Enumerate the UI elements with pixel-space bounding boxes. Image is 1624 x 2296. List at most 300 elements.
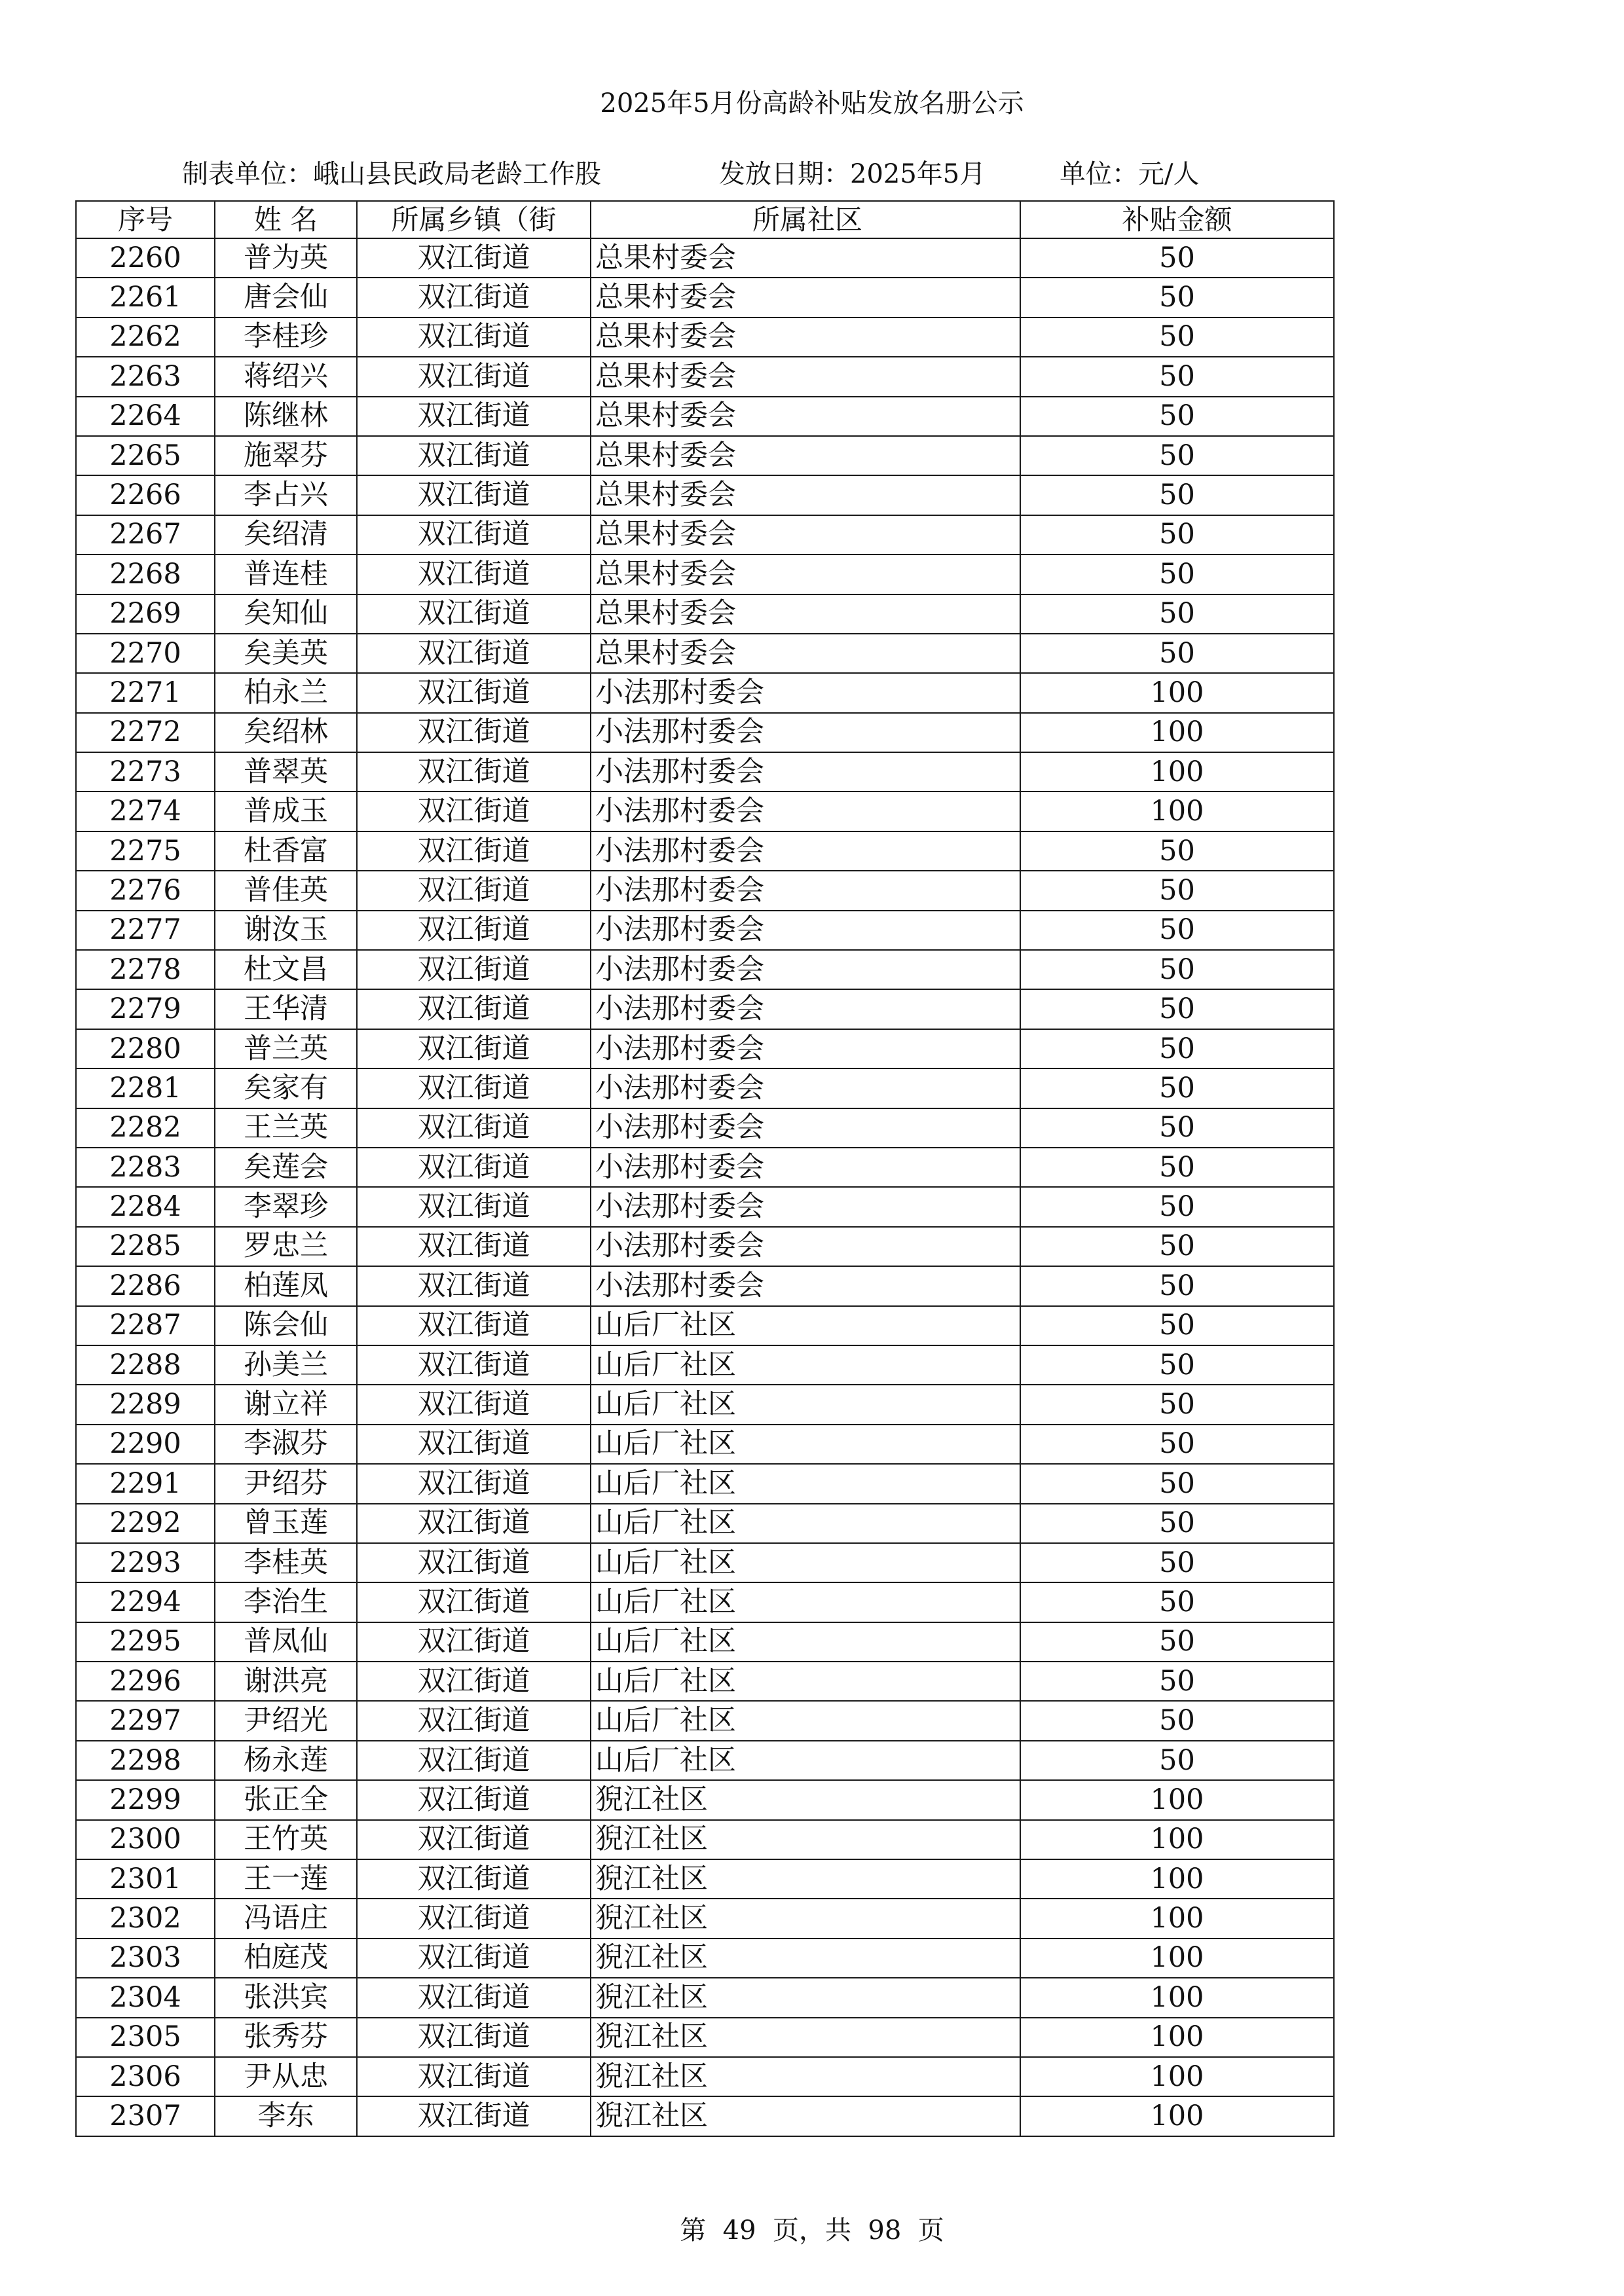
table-row <box>76 2057 1334 2096</box>
amount-cell: 100 <box>1020 673 1334 712</box>
table-row <box>76 1464 1334 1503</box>
name-cell: 普连桂 <box>215 555 357 594</box>
name-cell: 李桂英 <box>215 1543 357 1582</box>
serial-number-cell: 2293 <box>76 1543 215 1582</box>
name-cell: 李桂珍 <box>215 318 357 357</box>
name-cell: 尹绍光 <box>215 1701 357 1740</box>
community-cell: 山后厂社区 <box>591 1622 1020 1662</box>
table-row <box>76 831 1334 871</box>
serial-number-cell: 2271 <box>76 673 215 712</box>
amount-cell: 50 <box>1020 1425 1334 1464</box>
amount-cell: 50 <box>1020 436 1334 475</box>
name-cell: 陈继林 <box>215 397 357 436</box>
header-name: 姓 名 <box>215 201 357 238</box>
name-cell: 张秀芬 <box>215 2018 357 2057</box>
amount-cell: 50 <box>1020 1701 1334 1740</box>
table-row <box>76 1543 1334 1582</box>
serial-number-cell: 2260 <box>76 238 215 278</box>
township-cell: 双江街道 <box>357 2096 591 2136</box>
township-cell: 双江街道 <box>357 1859 591 1899</box>
township-cell: 双江街道 <box>357 1029 591 1068</box>
serial-number-cell: 2300 <box>76 1820 215 1859</box>
community-cell: 小法那村委会 <box>591 1227 1020 1266</box>
amount-cell: 50 <box>1020 989 1334 1029</box>
community-cell: 山后厂社区 <box>591 1701 1020 1740</box>
serial-number-cell: 2261 <box>76 278 215 317</box>
amount-cell: 100 <box>1020 2018 1334 2057</box>
township-cell: 双江街道 <box>357 1108 591 1148</box>
amount-cell: 50 <box>1020 1662 1334 1701</box>
amount-cell: 100 <box>1020 1780 1334 1819</box>
serial-number-cell: 2288 <box>76 1345 215 1385</box>
serial-number-cell: 2291 <box>76 1464 215 1503</box>
township-cell: 双江街道 <box>357 1266 591 1305</box>
amount-cell: 100 <box>1020 1820 1334 1859</box>
name-cell: 矣莲会 <box>215 1148 357 1187</box>
name-cell: 普翠英 <box>215 752 357 792</box>
community-cell: 总果村委会 <box>591 436 1020 475</box>
serial-number-cell: 2283 <box>76 1148 215 1187</box>
table-row <box>76 555 1334 594</box>
community-cell: 小法那村委会 <box>591 950 1020 989</box>
community-cell: 总果村委会 <box>591 475 1020 515</box>
community-cell: 猊江社区 <box>591 1859 1020 1899</box>
name-cell: 普为英 <box>215 238 357 278</box>
amount-cell: 50 <box>1020 1029 1334 1068</box>
community-cell: 总果村委会 <box>591 318 1020 357</box>
serial-number-cell: 2280 <box>76 1029 215 1068</box>
community-cell: 小法那村委会 <box>591 831 1020 871</box>
township-cell: 双江街道 <box>357 475 591 515</box>
serial-number-cell: 2277 <box>76 911 215 950</box>
township-cell: 双江街道 <box>357 318 591 357</box>
community-cell: 总果村委会 <box>591 238 1020 278</box>
serial-number-cell: 2303 <box>76 1939 215 1978</box>
serial-number-cell: 2272 <box>76 713 215 752</box>
amount-cell: 100 <box>1020 1939 1334 1978</box>
table-row <box>76 871 1334 910</box>
community-cell: 总果村委会 <box>591 594 1020 634</box>
serial-number-cell: 2282 <box>76 1108 215 1148</box>
name-cell: 普凤仙 <box>215 1622 357 1662</box>
serial-number-cell: 2275 <box>76 831 215 871</box>
table-row <box>76 950 1334 989</box>
table-row <box>76 515 1334 555</box>
serial-number-cell: 2262 <box>76 318 215 357</box>
township-cell: 双江街道 <box>357 1068 591 1108</box>
community-cell: 山后厂社区 <box>591 1543 1020 1582</box>
serial-number-cell: 2298 <box>76 1741 215 1780</box>
name-cell: 李东 <box>215 2096 357 2136</box>
serial-number-cell: 2278 <box>76 950 215 989</box>
township-cell: 双江街道 <box>357 673 591 712</box>
table-row <box>76 1029 1334 1068</box>
township-cell: 双江街道 <box>357 594 591 634</box>
table-row <box>76 989 1334 1029</box>
table-row <box>76 357 1334 396</box>
community-cell: 小法那村委会 <box>591 989 1020 1029</box>
community-cell: 小法那村委会 <box>591 1266 1020 1305</box>
table-row <box>76 1227 1334 1266</box>
name-cell: 普佳英 <box>215 871 357 910</box>
serial-number-cell: 2299 <box>76 1780 215 1819</box>
table-row <box>76 792 1334 831</box>
serial-number-cell: 2302 <box>76 1899 215 1938</box>
community-cell: 小法那村委会 <box>591 713 1020 752</box>
table-row <box>76 1266 1334 1305</box>
community-cell: 山后厂社区 <box>591 1464 1020 1503</box>
amount-cell: 100 <box>1020 2057 1334 2096</box>
community-cell: 小法那村委会 <box>591 871 1020 910</box>
township-cell: 双江街道 <box>357 1504 591 1543</box>
serial-number-cell: 2279 <box>76 989 215 1029</box>
table-row <box>76 2096 1334 2136</box>
community-cell: 猊江社区 <box>591 2096 1020 2136</box>
amount-cell: 100 <box>1020 1978 1334 2017</box>
serial-number-cell: 2296 <box>76 1662 215 1701</box>
township-cell: 双江街道 <box>357 1425 591 1464</box>
table-row <box>76 673 1334 712</box>
township-cell: 双江街道 <box>357 1148 591 1187</box>
amount-cell: 50 <box>1020 1187 1334 1226</box>
amount-cell: 50 <box>1020 555 1334 594</box>
amount-cell: 100 <box>1020 752 1334 792</box>
community-cell: 小法那村委会 <box>591 1187 1020 1226</box>
table-row <box>76 1820 1334 1859</box>
serial-number-cell: 2306 <box>76 2057 215 2096</box>
amount-cell: 50 <box>1020 357 1334 396</box>
community-cell: 猊江社区 <box>591 1899 1020 1938</box>
name-cell: 王一莲 <box>215 1859 357 1899</box>
issue-date: 发放日期：2025年5月 <box>719 159 986 189</box>
header-township: 所属乡镇（街 <box>357 201 591 238</box>
serial-number-cell: 2307 <box>76 2096 215 2136</box>
serial-number-cell: 2290 <box>76 1425 215 1464</box>
community-cell: 总果村委会 <box>591 357 1020 396</box>
community-cell: 小法那村委会 <box>591 1108 1020 1148</box>
name-cell: 蒋绍兴 <box>215 357 357 396</box>
township-cell: 双江街道 <box>357 1187 591 1226</box>
table-row <box>76 1425 1334 1464</box>
serial-number-cell: 2301 <box>76 1859 215 1899</box>
community-cell: 小法那村委会 <box>591 1068 1020 1108</box>
community-cell: 总果村委会 <box>591 515 1020 555</box>
township-cell: 双江街道 <box>357 436 591 475</box>
township-cell: 双江街道 <box>357 792 591 831</box>
community-cell: 总果村委会 <box>591 555 1020 594</box>
township-cell: 双江街道 <box>357 357 591 396</box>
name-cell: 谢汝玉 <box>215 911 357 950</box>
community-cell: 山后厂社区 <box>591 1741 1020 1780</box>
community-cell: 山后厂社区 <box>591 1582 1020 1622</box>
township-cell: 双江街道 <box>357 1622 591 1662</box>
table-row <box>76 911 1334 950</box>
amount-cell: 50 <box>1020 1385 1334 1424</box>
serial-number-cell: 2294 <box>76 1582 215 1622</box>
community-cell: 总果村委会 <box>591 397 1020 436</box>
community-cell: 猊江社区 <box>591 1820 1020 1859</box>
table-row <box>76 1385 1334 1424</box>
township-cell: 双江街道 <box>357 713 591 752</box>
amount-cell: 50 <box>1020 1108 1334 1148</box>
table-row <box>76 1780 1334 1819</box>
name-cell: 王华清 <box>215 989 357 1029</box>
township-cell: 双江街道 <box>357 871 591 910</box>
amount-cell: 100 <box>1020 713 1334 752</box>
serial-number-cell: 2289 <box>76 1385 215 1424</box>
community-cell: 小法那村委会 <box>591 673 1020 712</box>
table-row <box>76 1978 1334 2017</box>
table-row <box>76 278 1334 317</box>
name-cell: 柏永兰 <box>215 673 357 712</box>
currency-unit: 单位：元/人 <box>1060 159 1200 189</box>
header-serial-number: 序号 <box>76 201 215 238</box>
serial-number-cell: 2304 <box>76 1978 215 2017</box>
table-row <box>76 1622 1334 1662</box>
community-cell: 猊江社区 <box>591 2057 1020 2096</box>
township-cell: 双江街道 <box>357 515 591 555</box>
table-row <box>76 1148 1334 1187</box>
amount-cell: 100 <box>1020 2096 1334 2136</box>
table-row <box>76 238 1334 278</box>
serial-number-cell: 2286 <box>76 1266 215 1305</box>
amount-cell: 50 <box>1020 634 1334 673</box>
table-row <box>76 1108 1334 1148</box>
name-cell: 王兰英 <box>215 1108 357 1148</box>
township-cell: 双江街道 <box>357 1741 591 1780</box>
township-cell: 双江街道 <box>357 1306 591 1345</box>
township-cell: 双江街道 <box>357 555 591 594</box>
name-cell: 尹绍芬 <box>215 1464 357 1503</box>
community-cell: 山后厂社区 <box>591 1504 1020 1543</box>
township-cell: 双江街道 <box>357 2018 591 2057</box>
name-cell: 张正全 <box>215 1780 357 1819</box>
township-cell: 双江街道 <box>357 1899 591 1938</box>
township-cell: 双江街道 <box>357 1780 591 1819</box>
table-row <box>76 1582 1334 1622</box>
township-cell: 双江街道 <box>357 1820 591 1859</box>
serial-number-cell: 2297 <box>76 1701 215 1740</box>
amount-cell: 50 <box>1020 950 1334 989</box>
community-cell: 猊江社区 <box>591 2018 1020 2057</box>
community-cell: 山后厂社区 <box>591 1662 1020 1701</box>
name-cell: 李治生 <box>215 1582 357 1622</box>
name-cell: 孙美兰 <box>215 1345 357 1385</box>
table-row <box>76 1504 1334 1543</box>
township-cell: 双江街道 <box>357 1939 591 1978</box>
name-cell: 柏莲凤 <box>215 1266 357 1305</box>
community-cell: 总果村委会 <box>591 278 1020 317</box>
serial-number-cell: 2268 <box>76 555 215 594</box>
table-row <box>76 1859 1334 1899</box>
community-cell: 小法那村委会 <box>591 1148 1020 1187</box>
amount-cell: 50 <box>1020 1741 1334 1780</box>
name-cell: 施翠芬 <box>215 436 357 475</box>
township-cell: 双江街道 <box>357 831 591 871</box>
table-row <box>76 318 1334 357</box>
table-row <box>76 1345 1334 1385</box>
header-community: 所属社区 <box>591 201 1020 238</box>
community-cell: 猊江社区 <box>591 1939 1020 1978</box>
name-cell: 李翠珍 <box>215 1187 357 1226</box>
table-row <box>76 1662 1334 1701</box>
township-cell: 双江街道 <box>357 989 591 1029</box>
amount-cell: 50 <box>1020 1345 1334 1385</box>
table-header-row <box>76 201 1334 238</box>
township-cell: 双江街道 <box>357 1701 591 1740</box>
serial-number-cell: 2287 <box>76 1306 215 1345</box>
township-cell: 双江街道 <box>357 911 591 950</box>
table-row <box>76 752 1334 792</box>
name-cell: 柏庭茂 <box>215 1939 357 1978</box>
table-body <box>76 238 1334 2136</box>
table-row <box>76 475 1334 515</box>
table-row <box>76 1899 1334 1938</box>
table-row <box>76 1939 1334 1978</box>
amount-cell: 100 <box>1020 1859 1334 1899</box>
name-cell: 尹从忠 <box>215 2057 357 2096</box>
amount-cell: 50 <box>1020 475 1334 515</box>
name-cell: 普兰英 <box>215 1029 357 1068</box>
document-title: 2025年5月份高龄补贴发放名册公示 <box>600 88 1024 118</box>
community-cell: 总果村委会 <box>591 634 1020 673</box>
township-cell: 双江街道 <box>357 1227 591 1266</box>
township-cell: 双江街道 <box>357 1464 591 1503</box>
table-row <box>76 397 1334 436</box>
table-row <box>76 634 1334 673</box>
name-cell: 矣美英 <box>215 634 357 673</box>
amount-cell: 50 <box>1020 318 1334 357</box>
table-row <box>76 594 1334 634</box>
serial-number-cell: 2270 <box>76 634 215 673</box>
table-row <box>76 436 1334 475</box>
township-cell: 双江街道 <box>357 278 591 317</box>
township-cell: 双江街道 <box>357 1582 591 1622</box>
name-cell: 矣家有 <box>215 1068 357 1108</box>
community-cell: 山后厂社区 <box>591 1385 1020 1424</box>
community-cell: 小法那村委会 <box>591 752 1020 792</box>
serial-number-cell: 2284 <box>76 1187 215 1226</box>
issuing-unit: 制表单位：峨山县民政局老龄工作股 <box>182 159 601 189</box>
serial-number-cell: 2274 <box>76 792 215 831</box>
name-cell: 杨永莲 <box>215 1741 357 1780</box>
serial-number-cell: 2266 <box>76 475 215 515</box>
serial-number-cell: 2265 <box>76 436 215 475</box>
serial-number-cell: 2292 <box>76 1504 215 1543</box>
name-cell: 矣绍清 <box>215 515 357 555</box>
community-cell: 小法那村委会 <box>591 1029 1020 1068</box>
table-row <box>76 713 1334 752</box>
community-cell: 山后厂社区 <box>591 1306 1020 1345</box>
table-row <box>76 1306 1334 1345</box>
amount-cell: 50 <box>1020 1227 1334 1266</box>
name-cell: 李占兴 <box>215 475 357 515</box>
serial-number-cell: 2273 <box>76 752 215 792</box>
name-cell: 陈会仙 <box>215 1306 357 1345</box>
serial-number-cell: 2285 <box>76 1227 215 1266</box>
community-cell: 山后厂社区 <box>591 1425 1020 1464</box>
name-cell: 普成玉 <box>215 792 357 831</box>
serial-number-cell: 2305 <box>76 2018 215 2057</box>
amount-cell: 50 <box>1020 871 1334 910</box>
amount-cell: 50 <box>1020 278 1334 317</box>
community-cell: 小法那村委会 <box>591 911 1020 950</box>
community-cell: 小法那村委会 <box>591 792 1020 831</box>
name-cell: 矣知仙 <box>215 594 357 634</box>
amount-cell: 50 <box>1020 594 1334 634</box>
serial-number-cell: 2264 <box>76 397 215 436</box>
amount-cell: 50 <box>1020 1504 1334 1543</box>
amount-cell: 50 <box>1020 1148 1334 1187</box>
serial-number-cell: 2269 <box>76 594 215 634</box>
amount-cell: 100 <box>1020 1899 1334 1938</box>
township-cell: 双江街道 <box>357 634 591 673</box>
page-footer: 第 49 页，共 98 页 <box>680 2215 944 2246</box>
name-cell: 冯语庄 <box>215 1899 357 1938</box>
amount-cell: 50 <box>1020 238 1334 278</box>
serial-number-cell: 2276 <box>76 871 215 910</box>
township-cell: 双江街道 <box>357 397 591 436</box>
amount-cell: 50 <box>1020 1068 1334 1108</box>
amount-cell: 50 <box>1020 1266 1334 1305</box>
township-cell: 双江街道 <box>357 1543 591 1582</box>
table-row <box>76 1187 1334 1226</box>
community-cell: 猊江社区 <box>591 1978 1020 2017</box>
name-cell: 张洪宾 <box>215 1978 357 2017</box>
amount-cell: 50 <box>1020 911 1334 950</box>
amount-cell: 50 <box>1020 515 1334 555</box>
name-cell: 王竹英 <box>215 1820 357 1859</box>
community-cell: 猊江社区 <box>591 1780 1020 1819</box>
amount-cell: 50 <box>1020 1306 1334 1345</box>
township-cell: 双江街道 <box>357 950 591 989</box>
township-cell: 双江街道 <box>357 1345 591 1385</box>
name-cell: 唐会仙 <box>215 278 357 317</box>
name-cell: 杜香富 <box>215 831 357 871</box>
name-cell: 罗忠兰 <box>215 1227 357 1266</box>
name-cell: 谢洪亮 <box>215 1662 357 1701</box>
amount-cell: 50 <box>1020 831 1334 871</box>
amount-cell: 50 <box>1020 1543 1334 1582</box>
amount-cell: 50 <box>1020 1582 1334 1622</box>
subsidy-roster-table <box>75 200 1335 2137</box>
table-row <box>76 1701 1334 1740</box>
township-cell: 双江街道 <box>357 1978 591 2017</box>
name-cell: 李淑芬 <box>215 1425 357 1464</box>
serial-number-cell: 2295 <box>76 1622 215 1662</box>
township-cell: 双江街道 <box>357 1662 591 1701</box>
community-cell: 山后厂社区 <box>591 1345 1020 1385</box>
amount-cell: 50 <box>1020 1622 1334 1662</box>
township-cell: 双江街道 <box>357 752 591 792</box>
serial-number-cell: 2263 <box>76 357 215 396</box>
table-row <box>76 1741 1334 1780</box>
township-cell: 双江街道 <box>357 238 591 278</box>
township-cell: 双江街道 <box>357 1385 591 1424</box>
name-cell: 矣绍林 <box>215 713 357 752</box>
serial-number-cell: 2281 <box>76 1068 215 1108</box>
amount-cell: 50 <box>1020 397 1334 436</box>
table-row <box>76 2018 1334 2057</box>
header-amount: 补贴金额 <box>1020 201 1334 238</box>
name-cell: 曾玉莲 <box>215 1504 357 1543</box>
amount-cell: 50 <box>1020 1464 1334 1503</box>
table-row <box>76 1068 1334 1108</box>
amount-cell: 100 <box>1020 792 1334 831</box>
name-cell: 谢立祥 <box>215 1385 357 1424</box>
name-cell: 杜文昌 <box>215 950 357 989</box>
serial-number-cell: 2267 <box>76 515 215 555</box>
